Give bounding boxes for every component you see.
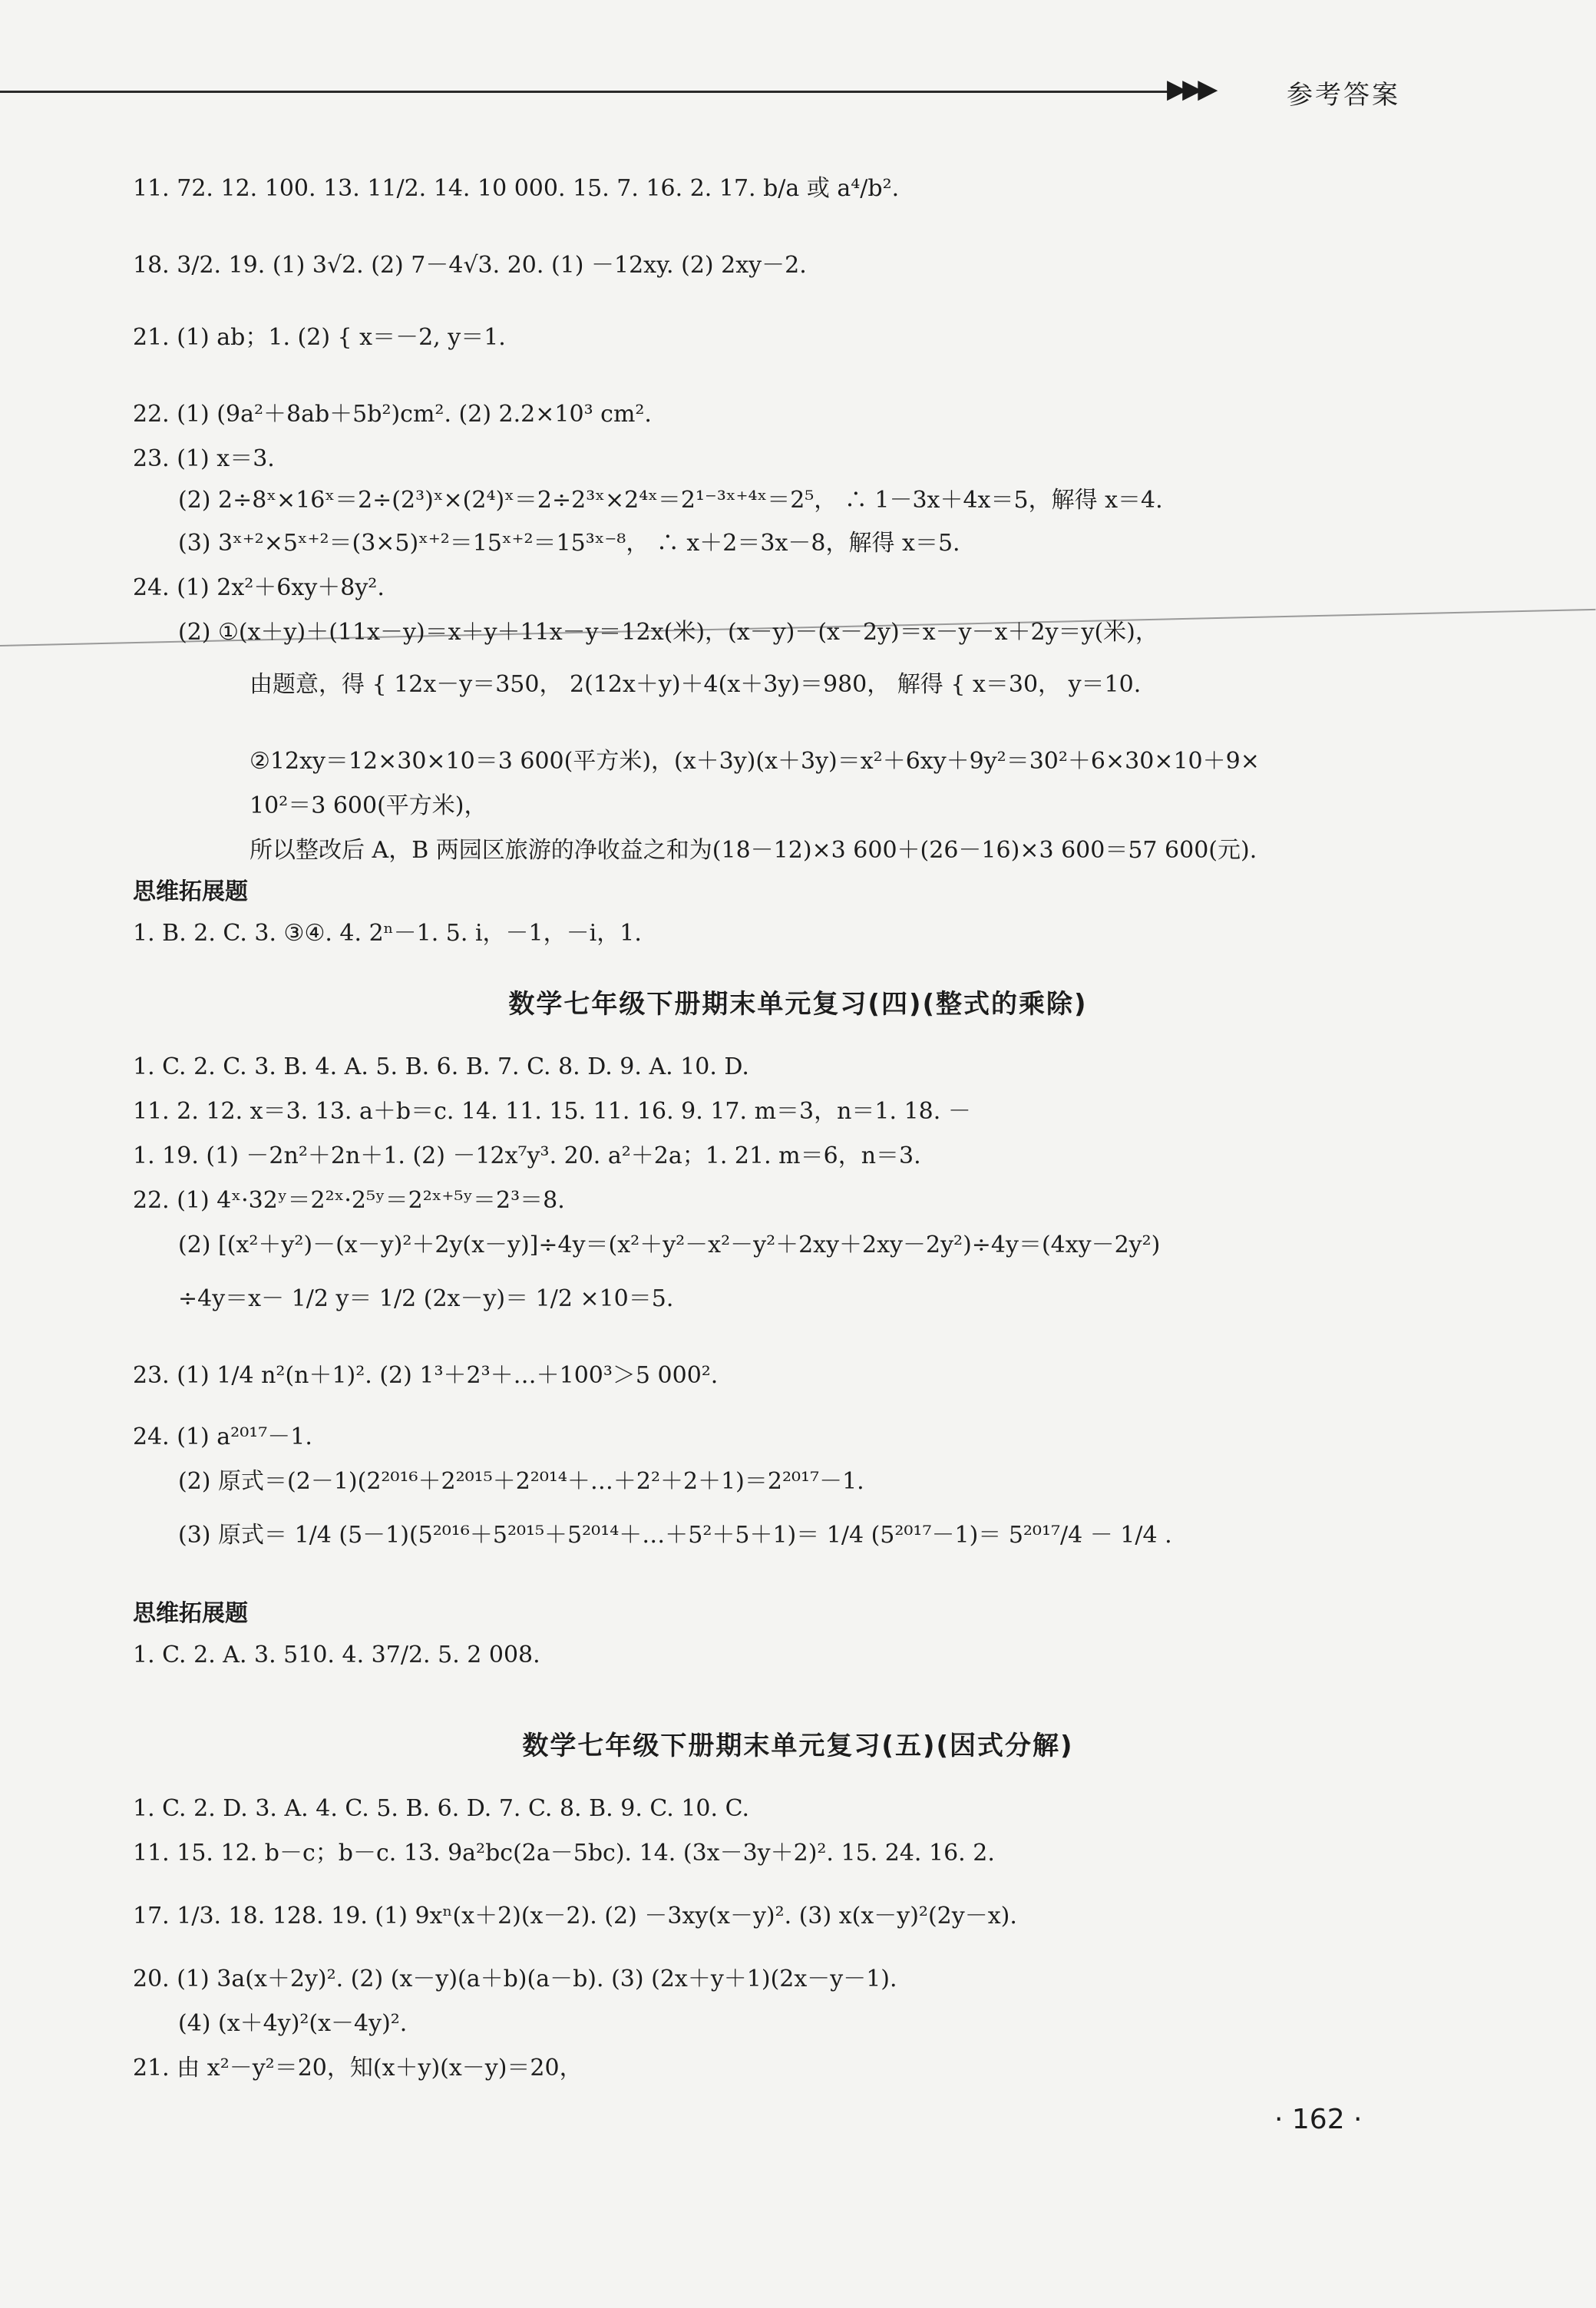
answer-line: (2) ①(x＋y)＋(11x－y)＝x＋y＋11x－y＝12x(米)，(x－y)－(x－2y)＝x－y－x＋2y＝y(米)， xyxy=(178,619,1158,646)
answer-line: 24. (1) a²⁰¹⁷－1. xyxy=(133,1423,312,1450)
header-title: 参考答案 xyxy=(1287,80,1400,111)
answer-line: 由题意，得 { 12x－y＝350， 2(12x＋y)＋4(x＋3y)＝980， 解得 { x＝30， y＝10. xyxy=(249,671,1142,698)
answer-line: (2) 2÷8ˣ×16ˣ＝2÷(2³)ˣ×(2⁴)ˣ＝2÷2³ˣ×2⁴ˣ＝2¹⁻³ˣ⁺⁴ˣ＝2⁵， ∴ 1－3x＋4x＝5，解得 x＝4. xyxy=(178,487,1163,514)
header-arrows-icon: ▶▶▶ xyxy=(1167,74,1214,104)
answer-line: 20. (1) 3a(x＋2y)². (2) (x－y)(a＋b)(a－b). (3) (2x＋y＋1)(2x－y－1). xyxy=(133,1966,897,1992)
header-rule xyxy=(0,91,1175,93)
answer-line: 23. (1) x＝3. xyxy=(133,445,275,472)
answer-line: 1. C. 2. A. 3. 510. 4. 37/2. 5. 2 008. xyxy=(133,1642,540,1668)
answer-line: ②12xy＝12×30×10＝3 600(平方米)，(x＋3y)(x＋3y)＝x²＋6xy＋9y²＝30²＋6×30×10＋9× xyxy=(249,748,1260,775)
answer-line: 21. 由 x²－y²＝20，知(x＋y)(x－y)＝20， xyxy=(133,2055,583,2081)
section-heading: 思维拓展题 xyxy=(133,1600,248,1627)
answer-line: (3) 原式＝ 1/4 (5－1)(5²⁰¹⁶＋5²⁰¹⁵＋5²⁰¹⁴＋…＋5²＋5＋1)＝ 1/4 (5²⁰¹⁷－1)＝ 5²⁰¹⁷/4 － 1/4 . xyxy=(178,1522,1172,1549)
answer-line: (2) [(x²＋y²)－(x－y)²＋2y(x－y)]÷4y＝(x²＋y²－x²－y²＋2xy＋2xy－2y²)÷4y＝(4xy－2y²) xyxy=(178,1232,1161,1258)
answer-line: 11. 15. 12. b－c；b－c. 13. 9a²bc(2a－5bc). 14. (3x－3y＋2)². 15. 24. 16. 2. xyxy=(133,1840,995,1867)
answer-line: 22. (1) (9a²＋8ab＋5b²)cm². (2) 2.2×10³ cm². xyxy=(133,401,652,428)
page-number: · 162 · xyxy=(1274,2104,1363,2135)
answer-line: 11. 72. 12. 100. 13. 11/2. 14. 10 000. 15. 7. 16. 2. 17. b/a 或 a⁴/b². xyxy=(133,175,900,202)
chapter-title: 数学七年级下册期末单元复习(五)(因式分解) xyxy=(522,1731,1074,1761)
answer-line: 21. (1) ab；1. (2) { x＝－2, y＝1. xyxy=(133,324,506,351)
answer-line: (3) 3ˣ⁺²×5ˣ⁺²＝(3×5)ˣ⁺²＝15ˣ⁺²＝15³ˣ⁻⁸， ∴ x＋2＝3x－8，解得 x＝5. xyxy=(178,530,960,557)
answer-line: 1. B. 2. C. 3. ③④. 4. 2ⁿ－1. 5. i，－1，－i，1. xyxy=(133,920,642,947)
answer-line: (4) (x＋4y)²(x－4y)². xyxy=(178,2010,408,2037)
answer-line: 1. C. 2. D. 3. A. 4. C. 5. B. 6. D. 7. C. 8. B. 9. C. 10. C. xyxy=(133,1795,750,1822)
answer-line: (2) 原式＝(2－1)(2²⁰¹⁶＋2²⁰¹⁵＋2²⁰¹⁴＋…＋2²＋2＋1)＝2²⁰¹⁷－1. xyxy=(178,1468,864,1495)
answer-line: 17. 1/3. 18. 128. 19. (1) 9xⁿ(x＋2)(x－2). (2) －3xy(x－y)². (3) x(x－y)²(2y－x). xyxy=(133,1903,1017,1929)
answer-line: 22. (1) 4ˣ·32ʸ＝2²ˣ·2⁵ʸ＝2²ˣ⁺⁵ʸ＝2³＝8. xyxy=(133,1187,565,1214)
answer-line: ÷4y＝x－ 1/2 y＝ 1/2 (2x－y)＝ 1/2 ×10＝5. xyxy=(178,1285,674,1312)
answer-line: 所以整改后 A，B 两园区旅游的净收益之和为(18－12)×3 600＋(26－16)×3 600＝57 600(元). xyxy=(249,837,1257,864)
answer-line: 23. (1) 1/4 n²(n＋1)². (2) 1³＋2³＋…＋100³＞5 000². xyxy=(133,1362,719,1389)
answer-line: 1. 19. (1) －2n²＋2n＋1. (2) －12x⁷y³. 20. a²＋2a；1. 21. m＝6，n＝3. xyxy=(133,1142,921,1169)
answer-line: 18. 3/2. 19. (1) 3√2. (2) 7－4√3. 20. (1) －12xy. (2) 2xy－2. xyxy=(133,252,807,279)
section-heading: 思维拓展题 xyxy=(133,878,248,905)
answer-line: 1. C. 2. C. 3. B. 4. A. 5. B. 6. B. 7. C. 8. D. 9. A. 10. D. xyxy=(133,1053,749,1080)
answer-line: 10²＝3 600(平方米)， xyxy=(249,792,487,819)
answer-line: 24. (1) 2x²＋6xy＋8y². xyxy=(133,574,385,601)
answer-line: 11. 2. 12. x＝3. 13. a＋b＝c. 14. 11. 15. 11. 16. 9. 17. m＝3，n＝1. 18. － xyxy=(133,1098,971,1125)
chapter-title: 数学七年级下册期末单元复习(四)(整式的乘除) xyxy=(508,989,1088,1020)
